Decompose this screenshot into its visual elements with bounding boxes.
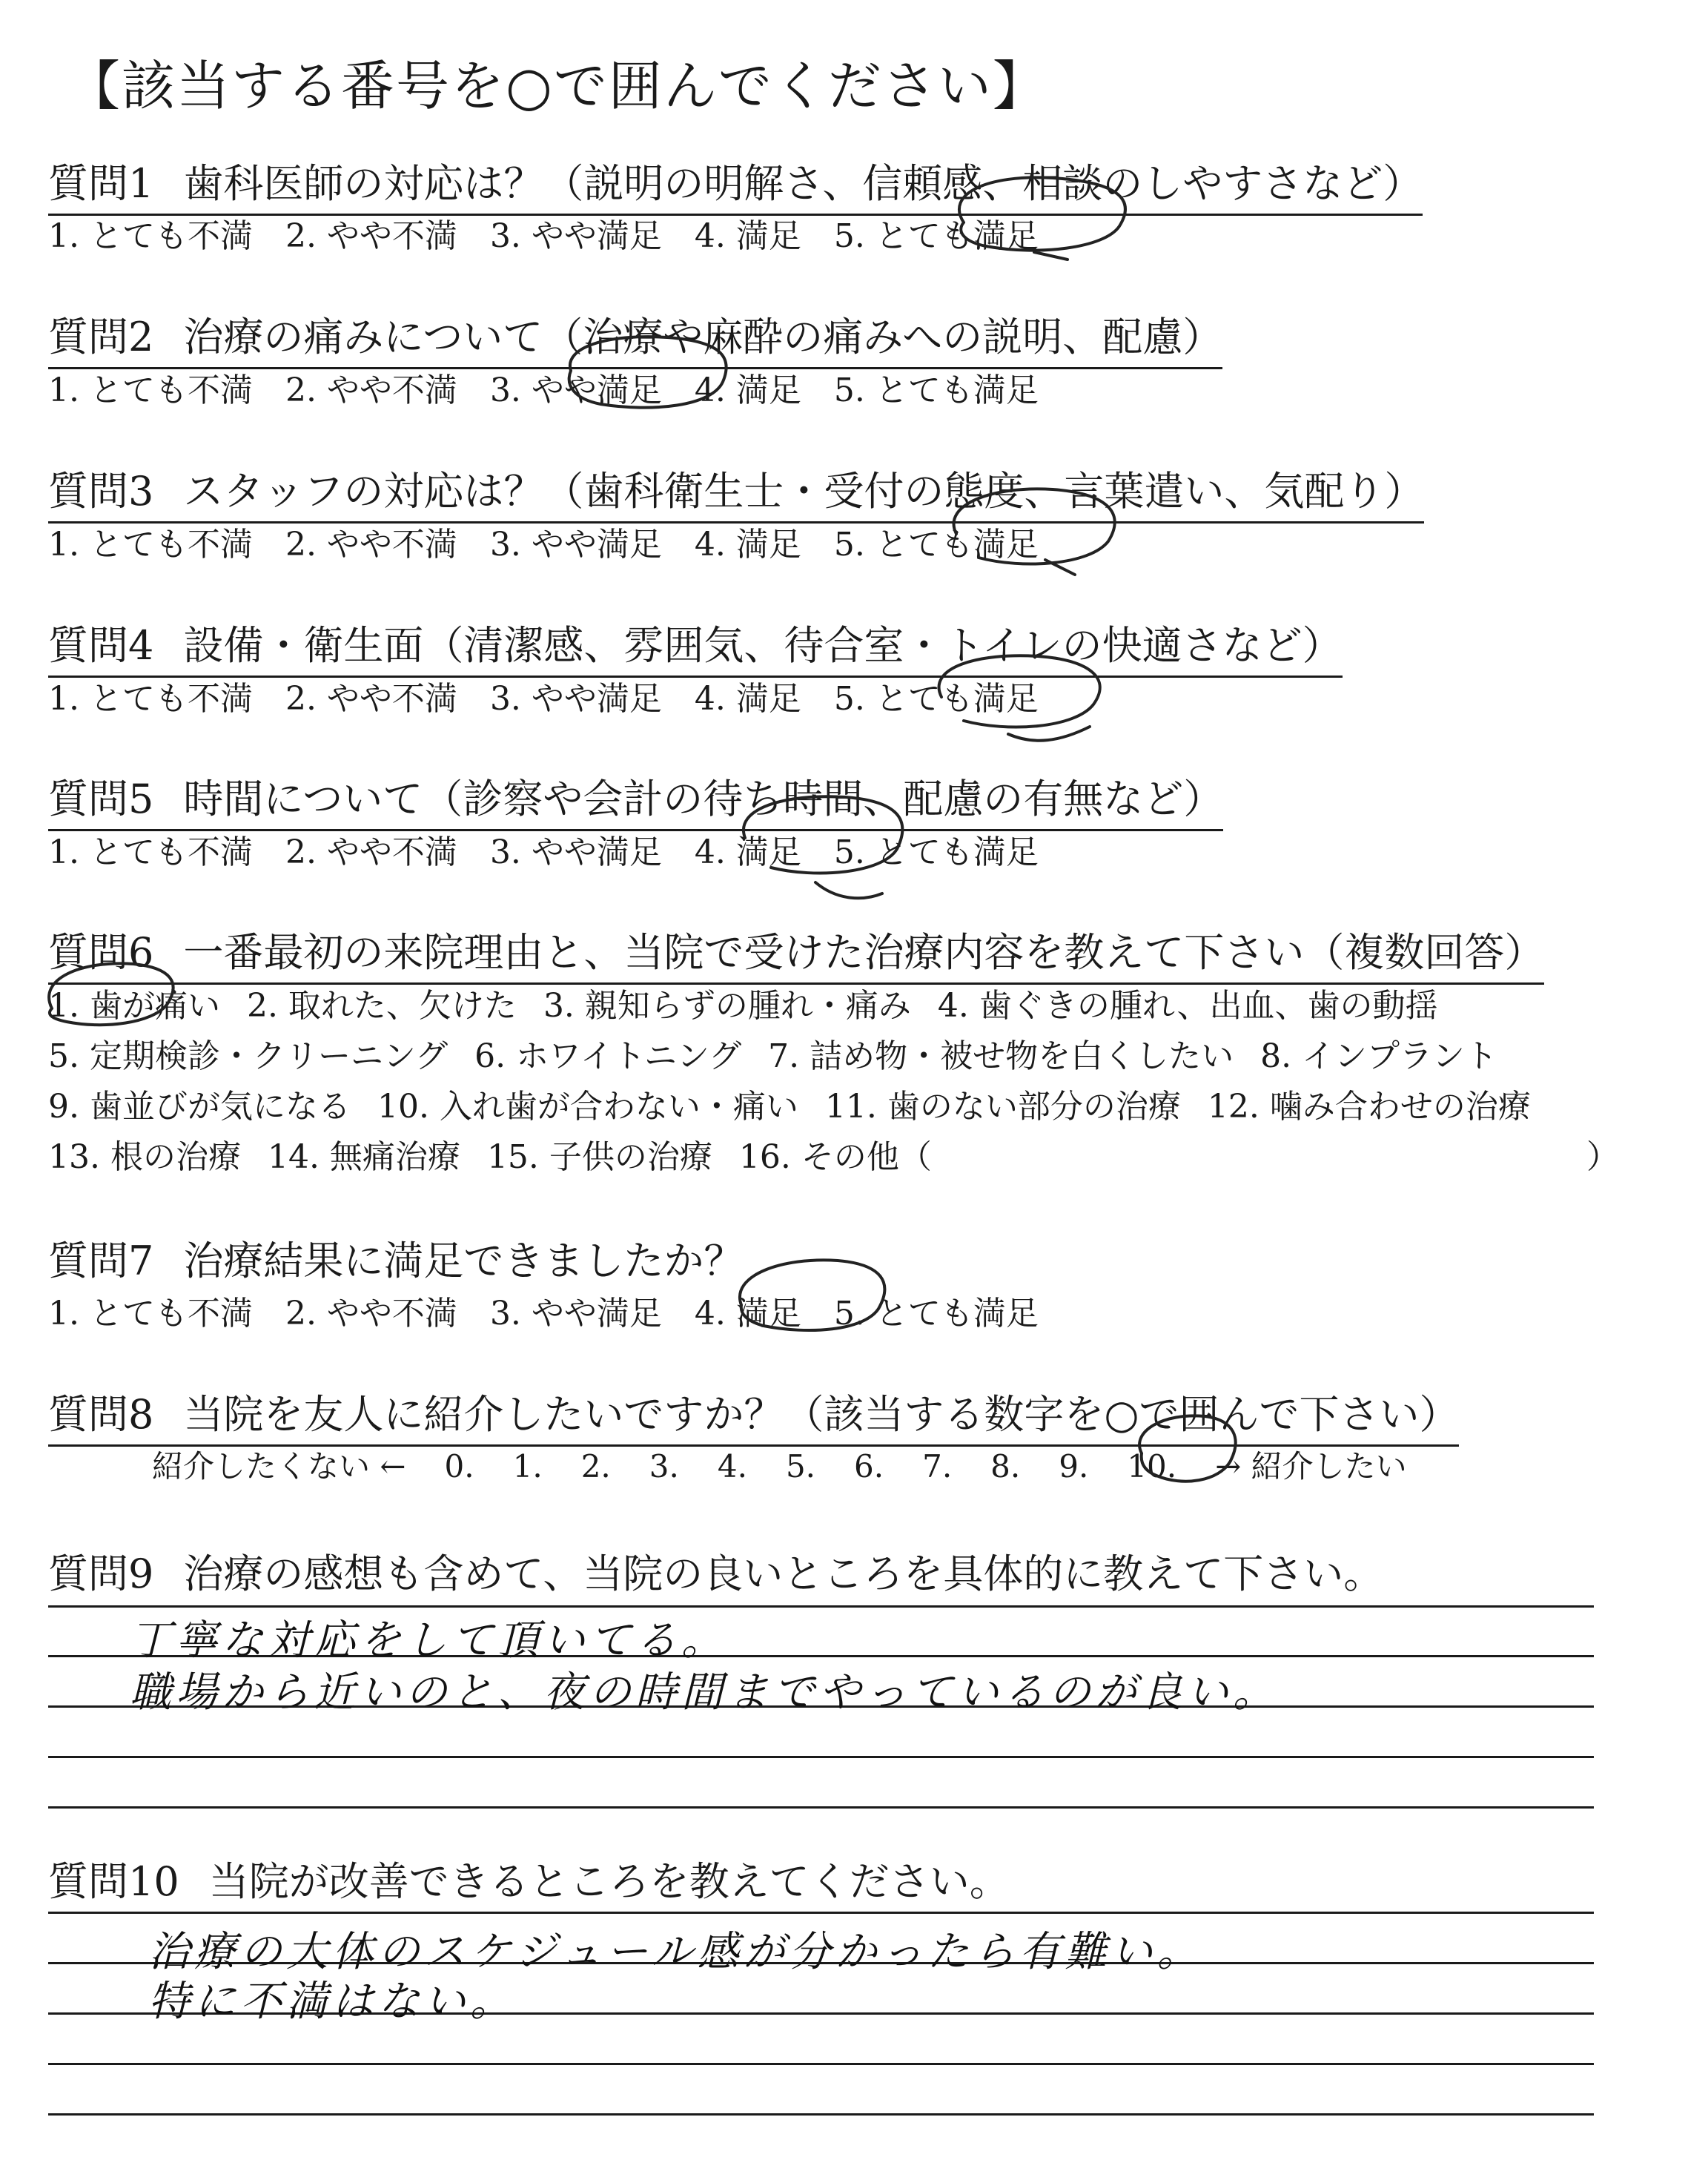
answer-rule (48, 2113, 1594, 2116)
question-text: 当院が改善できるところを教えてください。 (208, 1858, 1010, 1905)
option-5[interactable]: 5. 定期検診・クリーニング (48, 1037, 448, 1075)
question-number: 質問4 (48, 622, 154, 669)
option-6[interactable]: 6. ホワイトニング (474, 1037, 742, 1075)
question-7 (48, 1229, 744, 1291)
options-q5 (48, 825, 1071, 873)
option-1[interactable]: 1. 歯が痛い (48, 987, 220, 1025)
option-1[interactable]: 1. とても不満 (48, 1295, 253, 1332)
option-5[interactable]: 5. とても満足 (833, 680, 1039, 718)
options-q2 (48, 363, 1071, 411)
option-2[interactable]: 2. やや不満 (285, 833, 457, 871)
option-1[interactable]: 1. とても不満 (48, 371, 253, 409)
option-2[interactable]: 2. やや不満 (285, 217, 457, 255)
options-q4 (48, 672, 1071, 719)
scale-1[interactable]: 1. (512, 1448, 543, 1484)
q6-options-row-2 (48, 1029, 1524, 1077)
scale-10[interactable]: 10. (1127, 1448, 1177, 1484)
other-close-paren: ） (1586, 1138, 1619, 1176)
option-2[interactable]: 2. やや不満 (285, 1295, 457, 1332)
option-12[interactable]: 12. 噛み合わせの治療 (1207, 1088, 1531, 1126)
question-number: 質問9 (48, 1550, 154, 1597)
option-3[interactable]: 3. やや満足 (489, 371, 662, 409)
options-q1 (48, 209, 1071, 257)
option-4[interactable]: 4. 満足 (694, 371, 801, 409)
question-number: 質問3 (48, 468, 154, 515)
question-6 (48, 921, 1544, 985)
option-2[interactable]: 2. やや不満 (285, 371, 457, 409)
option-1[interactable]: 1. とても不満 (48, 526, 253, 564)
question-text: 当院を友人に紹介したいですか？（該当する数字を○で囲んで下さい） (183, 1391, 1460, 1438)
question-number: 質問1 (48, 160, 154, 207)
question-number: 質問2 (48, 314, 154, 360)
q10-answer-line-1[interactable]: 治療の大体のスケジュール感が分かったら有難い。 (148, 1928, 1203, 1976)
option-9[interactable]: 9. 歯並びが気になる (48, 1088, 351, 1126)
option-4[interactable]: 4. 満足 (694, 217, 801, 255)
question-number: 質問6 (48, 929, 154, 976)
question-text: 一番最初の来院理由と、当院で受けた治療内容を教えて下さい（複数回答） (183, 929, 1545, 976)
q9-answer-line-2[interactable]: 職場から近いのと、夜の時間までやっているのが良い。 (130, 1668, 1279, 1717)
scale-0[interactable]: 0. (444, 1448, 474, 1484)
question-number: 質問8 (48, 1391, 154, 1438)
scale-6[interactable]: 6. (854, 1448, 884, 1484)
option-14[interactable]: 14. 無痛治療 (267, 1138, 460, 1176)
scale-right-label: → 紹介したい (1215, 1448, 1407, 1484)
option-2[interactable]: 2. やや不満 (285, 526, 457, 564)
question-4 (48, 614, 1343, 678)
question-5 (48, 767, 1223, 831)
scale-4[interactable]: 4. (717, 1448, 747, 1484)
option-2[interactable]: 2. やや不満 (285, 680, 457, 718)
question-text: 治療の感想も含めて、当院の良いところを具体的に教えて下さい。 (183, 1550, 1384, 1597)
option-4[interactable]: 4. 満足 (694, 526, 801, 564)
scale-2[interactable]: 2. (580, 1448, 611, 1484)
option-2[interactable]: 2. 取れた、欠けた (246, 987, 517, 1025)
option-5[interactable]: 5. とても満足 (833, 526, 1039, 564)
option-13[interactable]: 13. 根の治療 (48, 1138, 241, 1176)
question-text: 治療の痛みについて（治療や麻酔の痛みへの説明、配慮） (183, 314, 1223, 360)
option-3[interactable]: 3. 親知らずの腫れ・痛み (543, 987, 911, 1025)
scale-8[interactable]: 8. (990, 1448, 1021, 1484)
answer-rule (48, 2063, 1594, 2065)
question-10 (48, 1850, 1010, 1912)
question-2 (48, 305, 1222, 369)
option-5[interactable]: 5. とても満足 (833, 1295, 1039, 1332)
page-title: 【該当する番号を○で囲んでください】 (67, 55, 1047, 117)
scale-5[interactable]: 5. (785, 1448, 816, 1484)
options-q3 (48, 518, 1071, 565)
options-q7 (48, 1287, 1071, 1334)
question-text: 設備・衛生面（清潔感、雰囲気、待合室・トイレの快適さなど） (183, 622, 1343, 669)
recommend-scale (152, 1442, 1446, 1487)
q6-options-row-1 (48, 979, 1465, 1026)
scale-left-label: 紹介したくない ← (152, 1448, 406, 1484)
option-5[interactable]: 5. とても満足 (833, 371, 1039, 409)
option-4[interactable]: 4. 満足 (694, 680, 801, 718)
option-4[interactable]: 4. 満足 (694, 1295, 801, 1332)
option-15[interactable]: 15. 子供の治療 (486, 1138, 712, 1176)
answer-rule (48, 1806, 1594, 1809)
q6-options-row-3 (48, 1080, 1558, 1127)
option-10[interactable]: 10. 入れ歯が合わない・痛い (377, 1088, 798, 1126)
question-text: スタッフの対応は？（歯科衛生士・受付の態度、言葉遣い、気配り） (183, 468, 1425, 515)
question-1 (48, 152, 1423, 216)
option-5[interactable]: 5. とても満足 (833, 217, 1039, 255)
question-number: 質問10 (48, 1858, 179, 1905)
option-1[interactable]: 1. とても不満 (48, 680, 253, 718)
option-4[interactable]: 4. 歯ぐきの腫れ、出血、歯の動揺 (937, 987, 1438, 1025)
option-11[interactable]: 11. 歯のない部分の治療 (824, 1088, 1181, 1126)
scale-3[interactable]: 3. (649, 1448, 679, 1484)
scale-7[interactable]: 7. (922, 1448, 953, 1484)
option-3[interactable]: 3. やや満足 (489, 1295, 662, 1332)
option-5[interactable]: 5. とても満足 (833, 833, 1039, 871)
question-text: 治療結果に満足できましたか？ (183, 1238, 744, 1284)
option-4[interactable]: 4. 満足 (694, 833, 801, 871)
answer-rule (48, 1756, 1594, 1758)
question-3 (48, 460, 1424, 524)
option-3[interactable]: 3. やや満足 (489, 680, 662, 718)
option-3[interactable]: 3. やや満足 (489, 526, 662, 564)
q6-options-row-4 (48, 1130, 959, 1178)
question-8 (48, 1383, 1459, 1447)
question-9 (48, 1542, 1383, 1604)
option-3[interactable]: 3. やや満足 (489, 217, 662, 255)
q9-answer-line-1[interactable]: 丁寧な対応をして頂いてる。 (130, 1616, 727, 1665)
option-8[interactable]: 8. インプラント (1260, 1037, 1498, 1075)
option-1[interactable]: 1. とても不満 (48, 833, 253, 871)
option-16[interactable]: 16. その他（ (738, 1138, 932, 1176)
q10-answer-line-2[interactable]: 特に不満はない。 (148, 1978, 516, 2026)
question-text: 時間について（診察や会計の待ち時間、配慮の有無など） (183, 776, 1224, 822)
question-text: 歯科医師の対応は？（説明の明解さ、信頼感、相談のしやすさなど） (183, 160, 1423, 207)
question-number: 質問5 (48, 776, 154, 822)
question-number: 質問7 (48, 1238, 154, 1284)
option-3[interactable]: 3. やや満足 (489, 833, 662, 871)
option-1[interactable]: 1. とても不満 (48, 217, 253, 255)
answer-rule (48, 1912, 1594, 1914)
option-7[interactable]: 7. 詰め物・被せ物を白くしたい (768, 1037, 1234, 1075)
scale-9[interactable]: 9. (1059, 1448, 1089, 1484)
